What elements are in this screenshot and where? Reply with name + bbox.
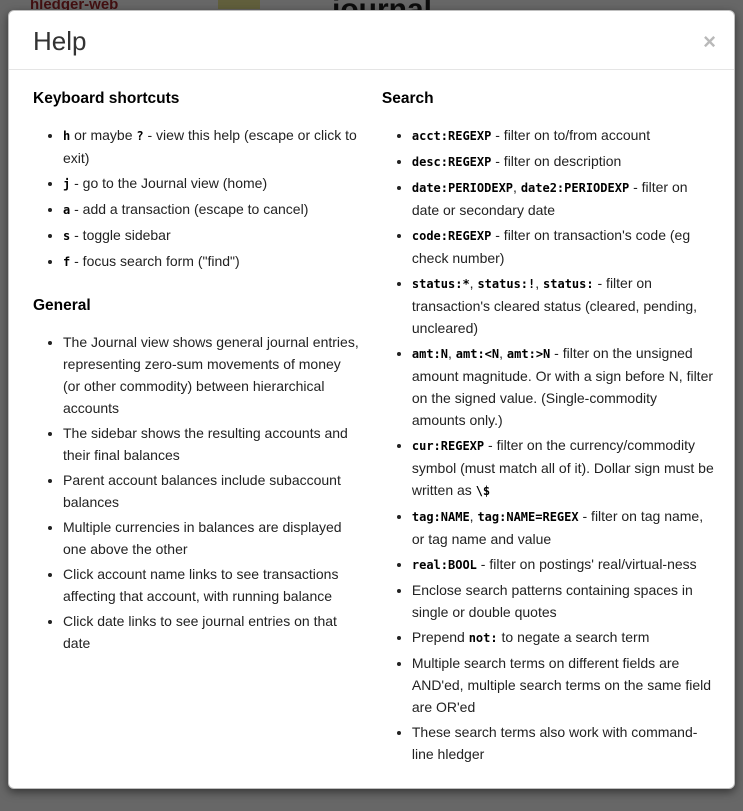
list-item: • cur:REGEXP - filter on the currency/commodity symbol (must match all of it). Dollar sign must be written as \$: [412, 434, 714, 502]
code-term: status:*: [411, 276, 470, 291]
general-section: [33, 297, 360, 654]
code-term: amt:N: [411, 346, 448, 361]
list-item: • desc:REGEXP - filter on description: [412, 150, 714, 173]
code-term: tag:NAME=REGEX: [477, 509, 579, 524]
modal-title: Help: [33, 26, 87, 56]
modal-body: [9, 70, 734, 789]
list-item: • The Journal view shows general journal entries, representing zero-sum movements of money (or other commodity) between hierarchical accounts: [63, 331, 360, 419]
list-item: • j - go to the Journal view (home): [63, 172, 360, 195]
general-list: [33, 331, 360, 654]
close-button[interactable]: ×: [703, 29, 716, 54]
list-item: • Prepend not: to negate a search term: [412, 626, 714, 649]
code-term: not:: [468, 630, 498, 645]
list-item: • a - add a transaction (escape to cancel): [63, 198, 360, 221]
code-term: \$: [475, 483, 491, 498]
list-item: • real:BOOL - filter on postings' real/virtual-ness: [412, 553, 714, 576]
code-term: status:: [543, 276, 594, 291]
list-item: • Multiple currencies in balances are displayed one above the other: [63, 516, 360, 560]
code-term: amt:<N: [455, 346, 500, 361]
code-term: date2:PERIODEXP: [520, 180, 630, 195]
general-heading: General: [33, 296, 91, 314]
code-term: date:PERIODEXP: [411, 180, 514, 195]
keyboard-shortcuts-heading: Keyboard shortcuts: [33, 89, 180, 107]
list-item: • code:REGEXP - filter on transaction's code (eg check number): [412, 224, 714, 269]
list-item: • f - focus search form ("find"): [63, 250, 360, 273]
code-term: acct:REGEXP: [411, 128, 492, 143]
list-item: • Click date links to see journal entries on that date: [63, 610, 360, 654]
code-term: ?: [136, 128, 144, 143]
code-term: desc:REGEXP: [411, 154, 492, 169]
search-section: [382, 90, 714, 765]
code-term: a: [63, 202, 71, 217]
list-item: • Enclose search patterns containing spaces in single or double quotes: [412, 579, 714, 623]
list-item: • amt:N, amt:<N, amt:>N - filter on the unsigned amount magnitude. Or with a sign before N, filter on the signed value. (Single-commodity amounts only.): [412, 342, 714, 431]
code-term: real:BOOL: [411, 557, 477, 572]
list-item: • acct:REGEXP - filter on to/from account: [412, 124, 714, 147]
code-term: status:!: [477, 276, 536, 291]
code-term: amt:>N: [506, 346, 551, 361]
list-item: • Multiple search terms on different fields are AND'ed, multiple search terms on the same field are OR'ed: [412, 652, 714, 718]
code-term: code:REGEXP: [411, 228, 492, 243]
keyboard-shortcuts-list: [33, 124, 360, 273]
list-item: • tag:NAME, tag:NAME=REGEX - filter on tag name, or tag name and value: [412, 505, 714, 550]
list-item: • Click account name links to see transactions affecting that account, with running balance: [63, 563, 360, 607]
right-column: [382, 90, 714, 789]
help-modal: [8, 10, 735, 789]
list-item: • date:PERIODEXP, date2:PERIODEXP - filter on date or secondary date: [412, 176, 714, 221]
left-column: [33, 90, 360, 789]
code-term: s: [63, 228, 71, 243]
keyboard-shortcuts-section: [33, 90, 360, 273]
code-term: f: [63, 254, 71, 269]
search-heading: Search: [381, 89, 434, 107]
list-item: • h or maybe ? - view this help (escape or click to exit): [63, 124, 360, 169]
list-item: • Parent account balances include subaccount balances: [63, 469, 360, 513]
code-term: h: [63, 128, 71, 143]
modal-header: [9, 11, 734, 70]
list-item: • These search terms also work with command-line hledger: [412, 721, 714, 765]
list-item: • The sidebar shows the resulting accounts and their final balances: [63, 422, 360, 466]
code-term: cur:REGEXP: [411, 438, 485, 453]
code-term: tag:NAME: [411, 509, 470, 524]
search-list: [382, 124, 714, 765]
list-item: • s - toggle sidebar: [63, 224, 360, 247]
list-item: • status:*, status:!, status: - filter on transaction's cleared status (cleared, pending, uncleared): [412, 272, 714, 339]
code-term: j: [63, 176, 71, 191]
